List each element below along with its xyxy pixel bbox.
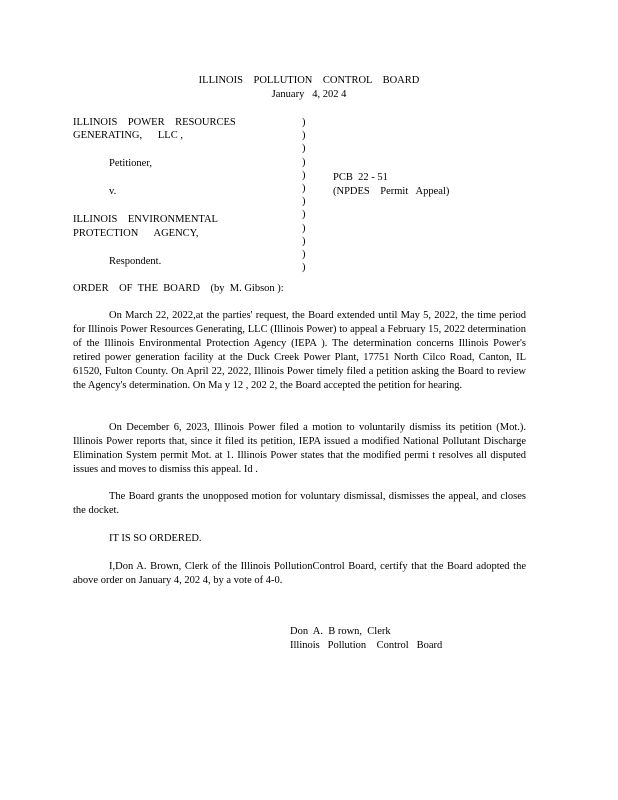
caption-parentheses: ) ) ) ) ) ) ) ) ) ) ) ) <box>302 117 306 274</box>
paragraph-ruling: The Board grants the unopposed motion for voluntary dismissal, dismisses the appeal, and closes the docket. <box>73 491 526 516</box>
order-heading: ORDER OF THE BOARD (by M. Gibson ): <box>73 283 284 294</box>
order-date: January 4, 202 4 <box>271 89 347 100</box>
petitioner-name-line1: ILLINOIS POWER RESOURCES <box>73 117 236 128</box>
petitioner-role: Petitioner, <box>109 158 153 169</box>
signature-title: Illinois Pollution Control Board <box>290 640 443 651</box>
paragraph-motion: On December 6, 2023, Illinois Power filed a motion to voluntarily dismiss its petition (Mot.). Illinois Power reports that, since it filed its petition, IEPA issued a modified National Pollutant Discharge Elimination System permit Mot. at 1. Illinois Power states that the modified permi t resolves all disputed issues and moves to dismiss this appeal. Id . <box>73 422 526 475</box>
clerk-certification: I,Don A. Brown, Clerk of the Illinois PollutionControl Board, certify that the Board adopted the above order on January 4, 202 4, by a vote of 4-0. <box>73 561 526 586</box>
respondent-name-line2: PROTECTION AGENCY, <box>73 228 199 239</box>
petitioner-name-line2: GENERATING, LLC , <box>73 130 183 141</box>
respondent-role: Respondent. <box>109 256 162 267</box>
case-type: (NPDES Permit Appeal) <box>333 186 450 197</box>
versus-label: v. <box>109 186 117 197</box>
so-ordered: IT IS SO ORDERED. <box>109 533 202 544</box>
signature-name: Don A. B rown, Clerk <box>290 626 391 637</box>
case-number: PCB 22 - 51 <box>333 172 388 183</box>
respondent-name-line1: ILLINOIS ENVIRONMENTAL <box>73 214 218 225</box>
paragraph-background: On March 22, 2022,at the parties' request, the Board extended until May 5, 2022, the time period for Illinois Power Resources Generating, LLC (Illinois Power) to appeal a February 15, 2022 determination of the Illinois Environmental Protection Agency (IEPA ). The determination concerns Illinois Power's retired power generation facility at the Duck Creek Power Plant, 17751 North Cilco Road, Canton, IL 61520, Fulton County. On April 22, 2022, Illinois Power timely filed a petition asking the Board to review the Agency's determination. On Ma y 12 , 202 2, the Board accepted the petition for hearing. <box>73 310 526 391</box>
board-title: ILLINOIS POLLUTION CONTROL BOARD <box>198 75 420 86</box>
